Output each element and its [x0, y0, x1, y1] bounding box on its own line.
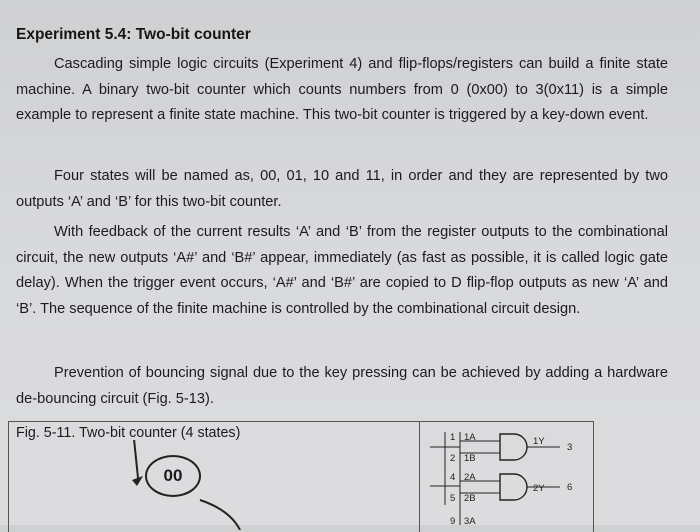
- figure-caption: Fig. 5-11. Two-bit counter (4 states): [16, 425, 241, 441]
- pin-2: 2: [450, 453, 456, 464]
- pin-4: 4: [450, 472, 456, 483]
- state-00: 00: [145, 455, 201, 497]
- pin-6: 6: [567, 482, 573, 493]
- state-diagram-arcs: [0, 440, 420, 530]
- transition-arrow-in: [70, 440, 138, 478]
- paragraph-2-text: Four states will be named as, 00, 01, 10 and 11, in order and they are represented by two outputs ‘A’ and ‘B’ for this two-bit counter.: [16, 168, 668, 210]
- pin-3a: 3A: [464, 516, 476, 525]
- pin-1a: 1A: [464, 432, 476, 443]
- paragraph-2: [16, 164, 668, 215]
- pin-1b: 1B: [464, 453, 476, 464]
- paragraph-1-text: Cascading simple logic circuits (Experiment 4) and flip-flops/registers can build a finite state machine. A binary two-bit counter which counts numbers from 0 (0x00) to 3(0x11) is a simple example to represent a finite state machine. This two-bit counter is triggered by a key-down event.: [16, 56, 668, 124]
- paragraph-3: [16, 220, 668, 322]
- pin-2b: 2B: [464, 493, 476, 504]
- pin-2y: 2Y: [533, 483, 545, 494]
- paragraph-3-text: With feedback of the current results ‘A’ and ‘B’ from the register outputs to the combinational circuit, the new outputs ‘A#’ and ‘B#’ appear, immediately (as fast as possible, it is called logic gate delay). When the trigger event occurs, ‘A#’ and ‘B#’ are copied to D flip-flop outputs as new ‘A’ and ‘B’. The sequence of the finite machine is controlled by the combinational circuit design.: [16, 224, 668, 317]
- paragraph-4-text: Prevention of bouncing signal due to the key pressing can be achieved by adding a hardware de-bouncing circuit (Fig. 5-13).: [16, 365, 668, 407]
- and-gate-2-icon: [500, 474, 527, 500]
- and-gate-chip-diagram: [430, 428, 590, 525]
- pin-3: 3: [567, 442, 573, 453]
- transition-arrow-out: [200, 500, 240, 530]
- pin-2a: 2A: [464, 472, 476, 483]
- and-gate-1-icon: [500, 434, 527, 460]
- pin-9: 9: [450, 516, 456, 525]
- pin-5: 5: [450, 493, 456, 504]
- pin-1: 1: [450, 432, 456, 443]
- paragraph-1: [16, 52, 668, 129]
- section-title: Experiment 5.4: Two-bit counter: [16, 26, 251, 43]
- paragraph-4: [16, 361, 668, 412]
- pin-1y: 1Y: [533, 436, 545, 447]
